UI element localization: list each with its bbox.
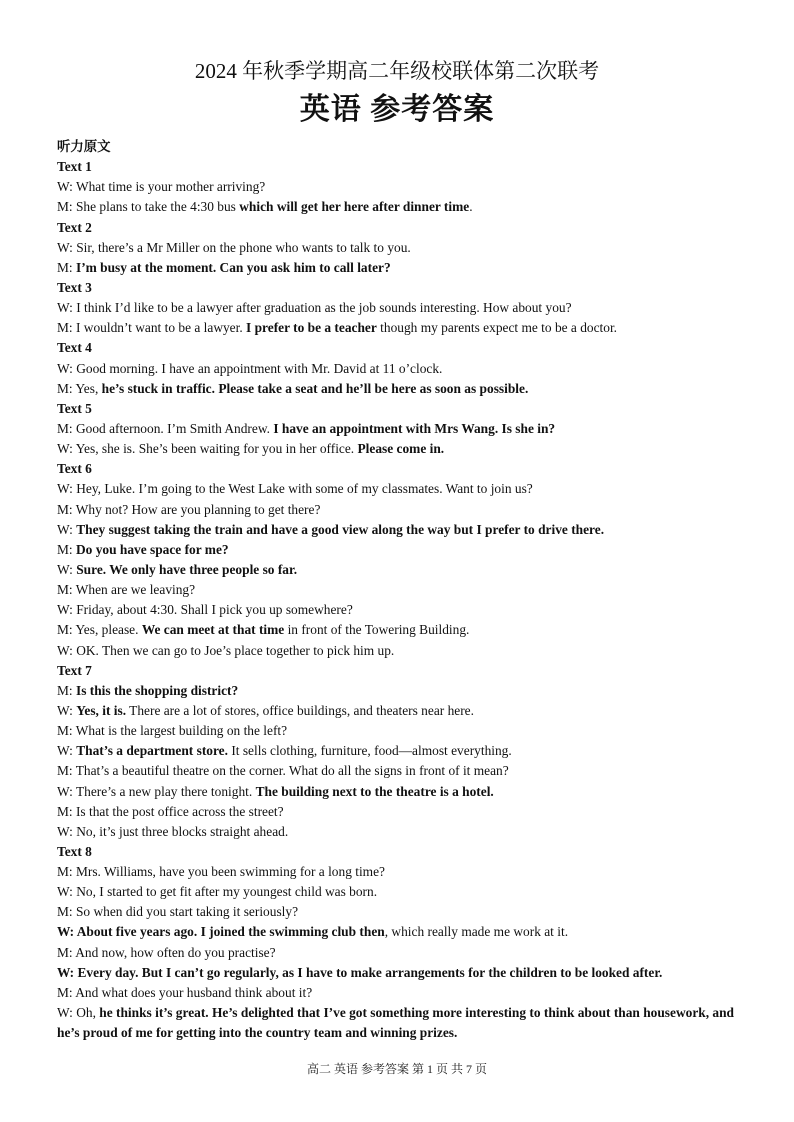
answer-highlight: We can meet at that time [141, 622, 285, 638]
dialogue-text: M: That’s a beautiful theatre on the corner. What do all the signs in front of it mean? [57, 763, 509, 779]
dialogue-text: M: And now, how often do you practise? [57, 944, 276, 960]
dialogue-text: W: No, it’s just three blocks straight ahead. [57, 823, 289, 839]
dialogue-text: W: Yes, she is. She’s been waiting for you in her office. [57, 441, 358, 457]
transcript-lines [57, 157, 747, 1043]
dialogue-text: M: What is the largest building on the left? [57, 723, 288, 739]
dialogue-line [57, 258, 747, 278]
dialogue-line [57, 379, 747, 399]
dialogue-text: W: Good morning. I have an appointment with Mr. David at 11 o’clock. [57, 360, 443, 376]
dialogue-text: M: [57, 541, 76, 557]
dialogue-line [57, 238, 747, 258]
answer-highlight: Text 3 [57, 279, 92, 295]
listening-transcript [57, 137, 747, 1043]
dialogue-text: W: [57, 561, 77, 577]
dialogue-line [57, 540, 747, 560]
dialogue-text: W: [57, 702, 77, 718]
answer-highlight: The building next to the theatre is a hotel. [255, 783, 494, 799]
dialogue-line [57, 439, 747, 459]
text-label [57, 459, 747, 479]
dialogue-line [57, 701, 747, 721]
answer-highlight: Text 8 [57, 843, 92, 859]
answer-highlight: I’m busy at the moment. Can you ask him to call later? [75, 259, 391, 275]
dialogue-text: W: Oh, [57, 1005, 100, 1021]
answer-highlight: Text 7 [57, 662, 92, 678]
text-label [57, 157, 747, 177]
dialogue-text: M: Yes, [57, 380, 102, 396]
text-label [57, 278, 747, 298]
dialogue-text: W: Hey, Luke. I’m going to the West Lake with some of my classmates. Want to join us? [57, 481, 533, 497]
answer-highlight: W: About five years ago. I joined the swimming club then [57, 924, 385, 940]
dialogue-text: There are a lot of stores, office buildings, and theaters near here. [126, 702, 474, 718]
dialogue-line [57, 782, 747, 802]
dialogue-text: M: Is that the post office across the street? [57, 803, 284, 819]
answer-highlight: That’s a department store. [76, 743, 228, 759]
dialogue-text: W: Friday, about 4:30. Shall I pick you up somewhere? [57, 602, 353, 618]
text-label [57, 399, 747, 419]
answer-highlight: Text 4 [57, 340, 92, 356]
answer-highlight: I have an appointment with Mrs Wang. Is she in? [273, 420, 556, 436]
dialogue-line [57, 1003, 747, 1043]
dialogue-line [57, 500, 747, 520]
dialogue-line [57, 177, 747, 197]
dialogue-line [57, 520, 747, 540]
dialogue-line [57, 298, 747, 318]
dialogue-text: M: When are we leaving? [57, 582, 196, 598]
answer-highlight: Please come in. [357, 441, 445, 457]
answer-highlight: which will get her here after dinner time [239, 199, 470, 215]
answer-highlight: Sure. We only have three people so far. [76, 561, 298, 577]
dialogue-text: M: Why not? How are you planning to get there? [57, 501, 321, 517]
dialogue-line [57, 359, 747, 379]
dialogue-line [57, 902, 747, 922]
dialogue-line [57, 882, 747, 902]
dialogue-text: M: And what does your husband think about it? [57, 984, 313, 1000]
answer-highlight: Is this the shopping district? [75, 682, 239, 698]
dialogue-text: W: Sir, there’s a Mr Miller on the phone who wants to talk to you. [57, 239, 411, 255]
text-label [57, 338, 747, 358]
dialogue-text: W: There’s a new play there tonight. [57, 783, 256, 799]
dialogue-line [57, 681, 747, 701]
text-label [57, 218, 747, 238]
answer-highlight: Do you have space for me? [75, 541, 229, 557]
text-label [57, 842, 747, 862]
dialogue-text: W: [57, 743, 77, 759]
dialogue-line [57, 419, 747, 439]
dialogue-text: , which really made me work at it. [384, 924, 569, 940]
answer-highlight: Text 6 [57, 461, 92, 477]
dialogue-line [57, 600, 747, 620]
page-title: 英语 参考答案 [299, 93, 495, 126]
answer-highlight: I prefer to be a teacher [246, 320, 377, 336]
dialogue-line [57, 197, 747, 217]
dialogue-text: M: [57, 682, 76, 698]
dialogue-line [57, 963, 747, 983]
dialogue-line [57, 479, 747, 499]
dialogue-line [57, 922, 747, 942]
dialogue-line [57, 822, 747, 842]
dialogue-line [57, 761, 747, 781]
dialogue-text: M: Yes, please. [57, 622, 142, 638]
dialogue-text: M: I wouldn’t want to be a lawyer. [57, 320, 247, 336]
text-label [57, 661, 747, 681]
dialogue-line [57, 641, 747, 661]
dialogue-text: W: What time is your mother arriving? [57, 179, 266, 195]
dialogue-line [57, 580, 747, 600]
answer-highlight: Text 2 [57, 219, 92, 235]
dialogue-text: though my parents expect me to be a doctor. [376, 320, 618, 336]
dialogue-text: It sells clothing, furniture, food—almost everything. [227, 743, 512, 759]
dialogue-line [57, 741, 747, 761]
page-footer: 高二 英语 参考答案 第 1 页 共 7 页 [306, 1062, 487, 1076]
dialogue-text: M: She plans to take the 4:30 bus [57, 199, 240, 215]
dialogue-text: W: [57, 521, 77, 537]
answer-highlight: Yes, it is. [76, 702, 127, 718]
dialogue-line [57, 620, 747, 640]
dialogue-line [57, 983, 747, 1003]
dialogue-text: . [469, 199, 473, 215]
answer-highlight: he’s stuck in traffic. Please take a seat and he’ll be here as soon as possible. [101, 380, 529, 396]
dialogue-line [57, 943, 747, 963]
dialogue-line [57, 862, 747, 882]
dialogue-text: M: [57, 259, 76, 275]
dialogue-text: W: No, I started to get fit after my youngest child was born. [57, 884, 378, 900]
dialogue-line [57, 560, 747, 580]
dialogue-line [57, 318, 747, 338]
answer-highlight: Text 5 [57, 400, 92, 416]
answer-highlight: Text 1 [57, 159, 92, 175]
dialogue-text: M: So when did you start taking it seriously? [57, 904, 299, 920]
dialogue-text: W: OK. Then we can go to Joe’s place together to pick him up. [57, 642, 395, 658]
exam-title: 2024 年秋季学期高二年级校联体第二次联考 [194, 59, 600, 83]
answer-highlight: They suggest taking the train and have a good view along the way but I prefer to drive there. [76, 521, 605, 537]
dialogue-text: M: Good afternoon. I’m Smith Andrew. [57, 420, 274, 436]
dialogue-line [57, 721, 747, 741]
dialogue-line [57, 802, 747, 822]
answer-highlight: he thinks it’s great. He’s delighted that I’ve got something more interesting to think about than housework, and he’s proud of me for getting into the country team and winning prizes. [57, 1005, 735, 1041]
dialogue-text: M: Mrs. Williams, have you been swimming for a long time? [57, 864, 385, 880]
dialogue-text: W: I think I’d like to be a lawyer after graduation as the job sounds interesting. How about you? [57, 300, 572, 316]
section-title: 听力原文 [57, 139, 111, 154]
answer-highlight: W: Every day. But I can’t go regularly, as I have to make arrangements for the children to be looked after. [57, 964, 663, 980]
dialogue-text: in front of the Towering Building. [284, 622, 470, 638]
